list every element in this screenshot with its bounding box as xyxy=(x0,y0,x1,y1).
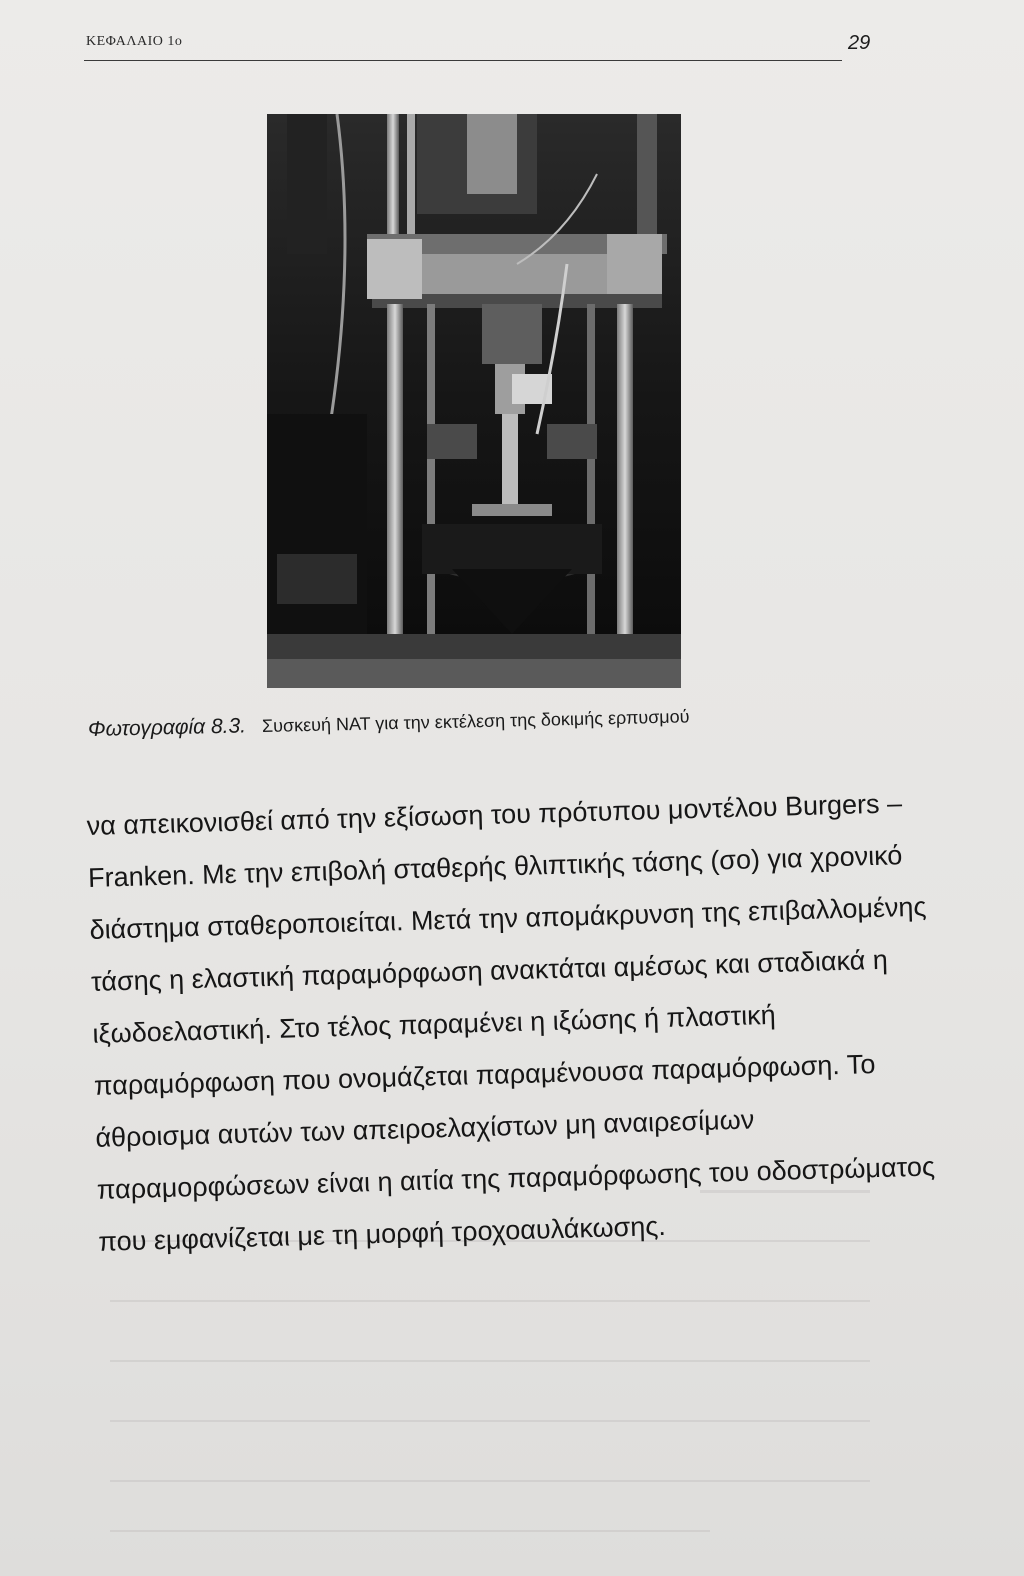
paragraph-line: τάσης η ελαστική παραμόρφωση ανακτάται αμέσως και σταδιακά η xyxy=(90,944,889,997)
paragraph-line: παραμόρφωση που ονομάζεται παραμένουσα παραμόρφωση. Το xyxy=(93,1049,876,1101)
paragraph-line: να απεικονισθεί από την εξίσωση του πρότυπου μοντέλου Burgers – xyxy=(86,788,903,841)
paragraph-line: παραμορφώσεων είναι η αιτία της παραμόρφωσης του οδοστρώματος xyxy=(96,1151,936,1205)
paragraph-line: διάστημα σταθεροποιείται. Μετά την απομάκρυνση της επιβαλλομένης xyxy=(89,891,927,945)
page-number: 29 xyxy=(848,32,871,54)
bleed-through-mark xyxy=(110,1360,870,1362)
header-rule xyxy=(84,60,842,61)
bleed-through-mark xyxy=(110,1300,870,1302)
figure-caption-text: Συσκευή NAT για την εκτέλεση της δοκιμής ερπυσμού xyxy=(261,706,690,737)
figure-caption xyxy=(88,701,848,742)
bleed-through-mark xyxy=(110,1420,870,1422)
paragraph-line: άθροισμα αυτών των απειροελαχίστων μη αναιρεσίμων xyxy=(95,1104,755,1153)
running-header: ΚΕΦΑΛΑΙΟ 1ο xyxy=(86,34,183,49)
bleed-through-mark xyxy=(110,1480,870,1482)
paragraph-line: Franken. Με την επιβολή σταθερής θλιπτικής τάσης (σο) για χρονικό xyxy=(87,840,903,893)
apparatus-photo-illustration xyxy=(267,114,681,688)
apparatus-photograph xyxy=(267,114,681,688)
body-paragraph xyxy=(86,777,936,1267)
bleed-through-mark xyxy=(110,1530,710,1532)
figure-label: Φωτογραφία 8.3. xyxy=(87,714,247,741)
paragraph-line: ιξωδοελαστική. Στο τέλος παραμένει η ιξώσης ή πλαστική xyxy=(92,999,777,1049)
paragraph-line: που εμφανίζεται με τη μορφή τροχοαυλάκωσης. xyxy=(97,1210,667,1257)
